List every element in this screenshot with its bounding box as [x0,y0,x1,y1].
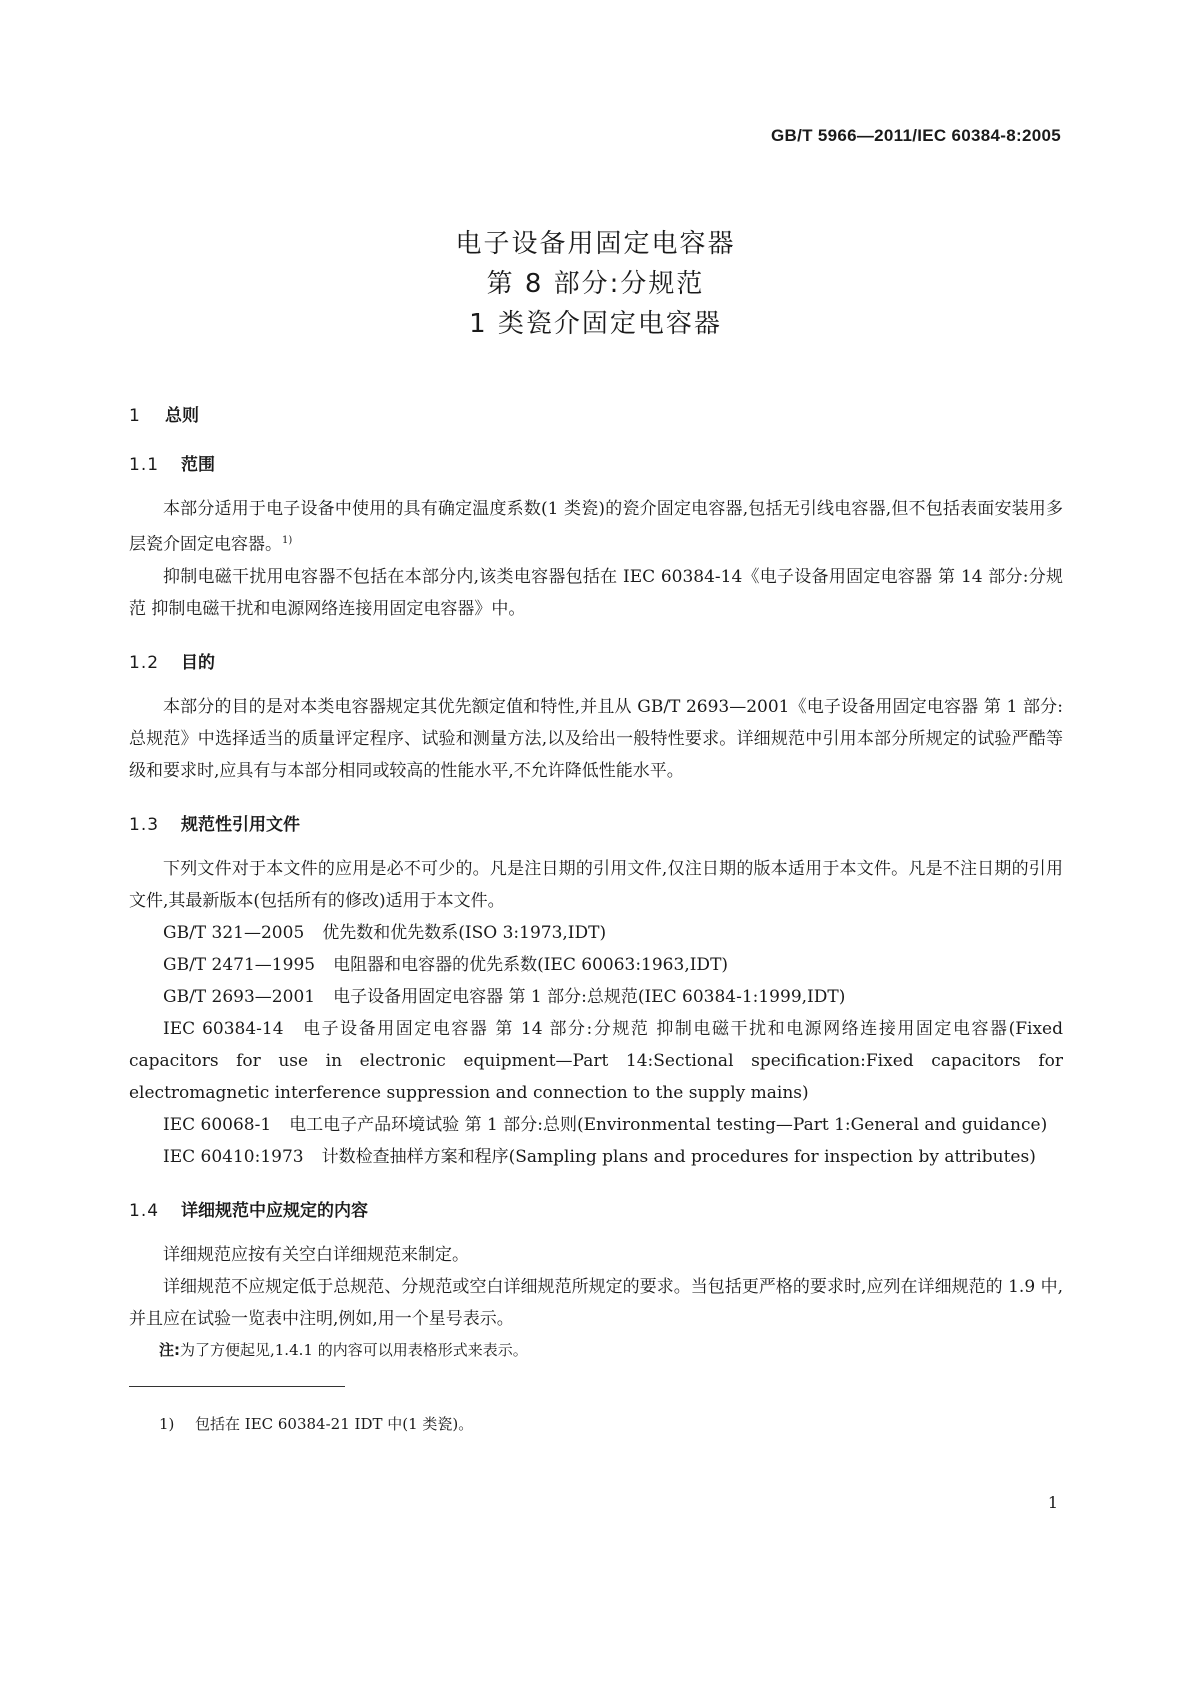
footnote-reference[interactable]: 1) [282,535,293,546]
reference-list [129,917,1063,1173]
paragraph-text: 本部分适用于电子设备中使用的具有确定温度系数(1 类瓷)的瓷介固定电容器,包括无引线电容器,但不包括表面安装用多层瓷介固定电容器。 [129,499,1063,555]
section-1-2-heading [129,652,1063,674]
reference-title: 电子设备用固定电容器 第 1 部分:总规范(IEC 60384-1:1999,IDT) [333,986,846,1007]
section-number: 1 [129,406,140,426]
section-1-1-heading [129,454,1063,476]
section-title: 规范性引用文件 [181,814,300,835]
section-1-3-heading [129,814,1063,836]
standard-number: GB/T 5966—2011/IEC 60384-8:2005 [771,126,1061,145]
title-line-1: 电子设备用固定电容器 [455,229,736,259]
section-number: 1.3 [129,814,160,835]
reference-title: 电工电子产品环境试验 第 1 部分:总则(Environmental testing—Part 1:General and guidance) [289,1114,1048,1135]
reference-item [129,981,1063,1013]
reference-code: IEC 60068-1 [163,1114,272,1135]
footnote-text: 包括在 IEC 60384-21 IDT 中(1 类瓷)。 [195,1415,474,1433]
section-title: 详细规范中应规定的内容 [181,1200,368,1221]
detail-spec-paragraph-1: 详细规范应按有关空白详细规范来制定。 [163,1244,469,1265]
footnote [159,1413,473,1435]
reference-item [129,1013,1063,1109]
section-1-4-heading [129,1200,1063,1222]
footnote-divider [129,1386,345,1387]
reference-code: GB/T 2693—2001 [163,986,316,1007]
reference-item [129,917,1063,949]
reference-code: GB/T 2471—1995 [163,954,316,975]
title-line-2: 第 8 部分:分规范 [486,269,705,299]
section-title: 范围 [181,455,215,475]
purpose-paragraph: 本部分的目的是对本类电容器规定其优先额定值和特性,并且从 GB/T 2693—2001《电子设备用固定电容器 第 1 部分:总规范》中选择适当的质量评定程序、试验和测量方法,以及给出一般特性要求。详细规范中引用本部分所规定的试验严酷等级和要求时,应具有与本部分相同或较高的性能水平,不允许降低性能水平。 [129,696,1063,781]
section-number: 1.2 [129,652,160,673]
detail-spec-paragraph-2: 详细规范不应规定低于总规范、分规范或空白详细规范所规定的要求。当包括更严格的要求时,应列在详细规范的 1.9 中,并且应在试验一览表中注明,例如,用一个星号表示。 [129,1276,1063,1329]
section-number: 1.1 [129,455,160,475]
section-title: 目的 [181,652,215,673]
reference-title: 电子设备用固定电容器 第 14 部分:分规范 抑制电磁干扰和电源网络连接用固定电容器(Fixed capacitors for use in electronic equipment—Part 14:Sectional specification:Fixed capacitors for electromagnetic interference suppression and connection to the supply mains) [129,1018,1063,1103]
reference-item [129,949,1063,981]
references-intro: 下列文件对于本文件的应用是必不可少的。凡是注日期的引用文件,仅注日期的版本适用于本文件。凡是不注日期的引用文件,其最新版本(包括所有的修改)适用于本文件。 [129,858,1063,911]
reference-code: GB/T 321—2005 [163,922,305,943]
reference-title: 计数检查抽样方案和程序(Sampling plans and procedures for inspection by attributes) [321,1146,1036,1167]
reference-code: IEC 60384-14 [163,1018,284,1039]
reference-item [129,1109,1063,1141]
section-1-heading [129,405,1063,427]
reference-code: IEC 60410:1973 [163,1146,304,1167]
document-title [0,224,1191,344]
note-text: 为了方便起见,1.4.1 的内容可以用表格形式来表示。 [180,1340,528,1359]
scope-paragraph-1 [129,493,1063,561]
note [129,1335,1063,1365]
reference-title: 优先数和优先数系(ISO 3:1973,IDT) [322,922,607,943]
section-number: 1.4 [129,1200,160,1221]
title-line-3: 1 类瓷介固定电容器 [469,309,722,339]
scope-paragraph-2: 抑制电磁干扰用电容器不包括在本部分内,该类电容器包括在 IEC 60384-14《电子设备用固定电容器 第 14 部分:分规范 抑制电磁干扰和电源网络连接用固定电容器》中。 [129,566,1063,619]
body-content [129,405,1063,1365]
section-title: 总则 [165,406,199,426]
page-number: 1 [1047,1493,1058,1512]
note-label: 注: [159,1340,180,1359]
reference-item [129,1141,1063,1173]
reference-title: 电阻器和电容器的优先系数(IEC 60063:1963,IDT) [333,954,729,975]
footnote-mark: 1) [159,1415,175,1433]
